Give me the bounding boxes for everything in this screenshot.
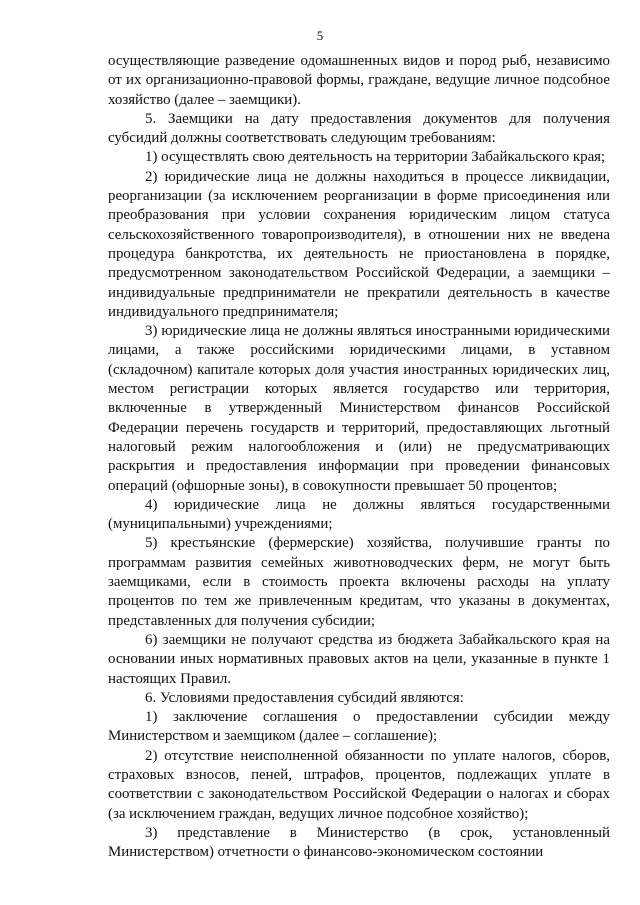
paragraph-5-4: 4) юридические лица не должны являться государственными (муниципальными) учреждениями;	[108, 496, 610, 533]
paragraph-6-2: 2) отсутствие неисполненной обязанности по уплате налогов, сборов, страховых взносов, пеней, штрафов, процентов, подлежащих уплате в соответствии с законодательством Российской Федерации о налогах и сборах (за исключением граждан, ведущих личное подсобное хозяйство);	[108, 747, 610, 822]
paragraph-6-1: 1) заключение соглашения о предоставлении субсидии между Министерством и заемщиком (далее – соглашение);	[108, 709, 610, 745]
page-number: 5	[316, 28, 324, 43]
paragraph-continuation: осуществляющие разведение одомашненных видов и пород рыб, независимо от их организационно-правовой формы, граждане, ведущие личное подсобное хозяйство (далее – заемщики).	[108, 53, 610, 108]
paragraph-6-3: 3) представление в Министерство (в срок, установленный Министерством) отчетности о финансово-экономическом состоянии	[108, 824, 610, 861]
paragraph-item-5: 5. Заемщики на дату предоставления документов для получения субсидий должны соответствовать следующим требованиям:	[108, 110, 610, 147]
paragraph-5-3: 3) юридические лица не должны являться иностранными юридическими лицами, а также российскими юридическими лицами, в уставном (складочном) капитале которых доля участия иностранных юридических лиц, местом регистрации которых является государство или территория, включенные в утвержденный Министерством финансов Российской Федерации перечень государств и территорий, предоставляющих льготный налоговый режим налогообложения и (или) не предусматривающих раскрытия и предоставления информации при проведении финансовых операций (офшорные зоны), в совокупности превышает 50 процентов;	[108, 323, 610, 494]
paragraph-5-5: 5) крестьянские (фермерские) хозяйства, получившие гранты по программам развития семейных животноводческих ферм, не могут быть заемщиками, если в стоимость проекта включены расходы на уплату процентов по тем же привлеченным кредитам, что указаны в документах, представленных для получения субсидии;	[108, 535, 610, 629]
paragraph-5-1: 1) осуществлять свою деятельность на территории Забайкальского края;	[145, 149, 606, 166]
paragraph-5-2: 2) юридические лица не должны находиться в процессе ликвидации, реорганизации (за исключением реорганизации в форме присоединения или преобразования при условии сохранения юридическим лицом статуса сельскохозяйственного товаропроизводителя), в отношении них не введена процедура банкротства, их деятельность не приостановлена в порядке, предусмотренном законодательством Российской Федерации, а заемщики – индивидуальные предприниматели не прекратили деятельность в качестве индивидуального предпринимателя;	[108, 168, 610, 320]
paragraph-item-6: 6. Условиями предоставления субсидий являются:	[145, 689, 464, 706]
paragraph-5-6: 6) заемщики не получают средства из бюджета Забайкальского края на основании иных нормативных правовых актов на цели, указанные в пункте 1 настоящих Правил.	[108, 631, 610, 687]
document-body	[108, 52, 610, 862]
